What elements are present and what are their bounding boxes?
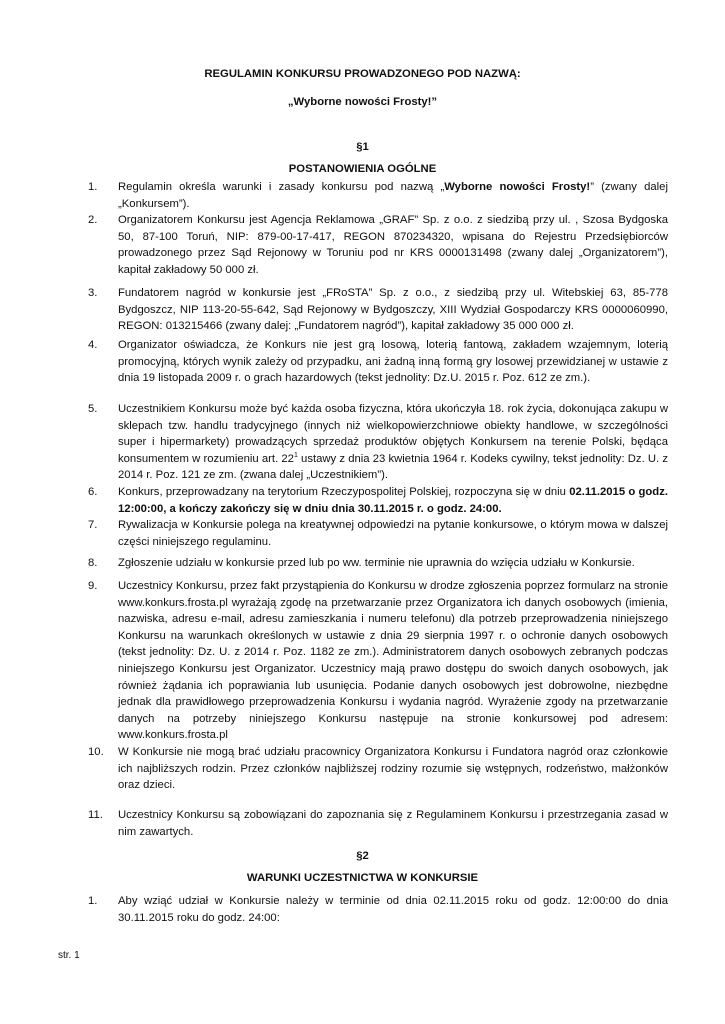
section-2-sign: §2	[356, 850, 369, 862]
item-number: 6.	[88, 486, 98, 498]
item-text: Uczestnicy Konkursu są zobowiązani do zapoznania się z Regulaminem Konkursu i przestrzegania zasad w nim zawartych.	[118, 809, 668, 838]
item-text: Regulamin określa warunki i zasady konkursu pod nazwą „Wyborne nowości Frosty!” (zwany dalej „Konkursem”).	[118, 181, 668, 210]
item-number: 2.	[88, 214, 98, 226]
item-number: 5.	[88, 403, 98, 415]
item-number: 10.	[88, 746, 104, 758]
item-text: Konkurs, przeprowadzany na terytorium Rzeczypospolitej Polskiej, rozpoczyna się w dniu 02.11.2015 o godz. 12:00:00, a kończy zakończy się w dniu dnia 30.11.2015 r. o godz. 24:00.	[118, 486, 668, 515]
item-number: 9.	[88, 580, 98, 592]
page-number: str. 1	[58, 950, 80, 961]
item-text: Zgłoszenie udziału w konkursie przed lub po ww. terminie nie uprawnia do wzięcia udziału w Konkursie.	[118, 557, 635, 569]
item-text: Uczestnicy Konkursu, przez fakt przystąpienia do Konkursu w drodze zgłoszenia poprzez formularz na stronie www.konkurs.frosta.pl wyrażają zgodę na przetwarzanie przez Organizatora ich danych osobowych (imienia, nazwiska, adresu e-mail, adresu zamieszkania i numeru telefonu) dla potrzeb przeprowadzenia niniejszego Konkursu na warunkach określonych w ustawie z dnia 29 sierpnia 1997 r. o ochronie danych osobowych (tekst jednolity: Dz. U. z 2014 r. Poz. 1182 ze zm.). Administratorem danych osobowych zebranych podczas niniejszego Konkursu jest Organizator. Uczestnicy mają prawo dostępu do swoich danych osobowych, jak również żądania ich poprawiania lub usunięcia. Podanie danych osobowych jest dobrowolne, niezbędne jednak dla prawidłowego przeprowadzenia Konkursu i wydania nagród. Wyrażenie zgody na przetwarzanie danych na potrzeby niniejszego Konkursu następuje na stronie konkursowej pod adresem: www.konkurs.frosta.pl	[118, 580, 668, 742]
contest-name: „Wyborne nowości Frosty!”	[287, 96, 438, 108]
item-number: 3.	[88, 287, 98, 299]
item-number: 8.	[88, 557, 98, 569]
item-text: Rywalizacja w Konkursie polega na kreatywnej odpowiedzi na pytanie konkursowe, o którym mowa w dalszej części niniejszego regulaminu.	[118, 519, 668, 548]
item-text: W Konkursie nie mogą brać udziału pracownicy Organizatora Konkursu i Fundatora nagród oraz członkowie ich najbliższych rodzin. Przez członków najbliższej rodziny rozumie się wstępnych, rodzeństwo, małżonków oraz dzieci.	[118, 746, 668, 792]
item-number: 11.	[88, 809, 103, 821]
item-text: Fundatorem nagród w konkursie jest „FRoSTA” Sp. z o.o., z siedzibą przy ul. Witebskiej 63, 85-778 Bydgoszcz, NIP 113-20-55-642, Sąd Rejonowy w Bydgoszczy, XIII Wydział Gospodarczy KRS 0000060990, REGON: 013215466 (zwany dalej: „Fundatorem nagród”), kapitał zakładowy 35 000 000 zł.	[118, 287, 668, 333]
item-number: 7.	[88, 519, 98, 531]
item-number: 1.	[88, 895, 98, 907]
item-text: Organizator oświadcza, że Konkurs nie jest grą losową, loterią fantową, zakładem wzajemnym, loterią promocyjną, których wynik zależy od przypadku, ani żadną inną formą gry losowej przewidzianej w ustawie z dnia 19 listopada 2009 r. o grach hazardowych (tekst jednolity: Dz.U. 2015 r. Poz. 612 ze zm.).	[118, 339, 668, 385]
section-1-heading: POSTANOWIENIA OGÓLNE	[288, 163, 437, 175]
section-1-sign: §1	[356, 141, 369, 153]
item-number: 4.	[88, 339, 98, 351]
document-title: REGULAMIN KONKURSU PROWADZONEGO POD NAZWĄ:	[204, 68, 521, 80]
item-text: Organizatorem Konkursu jest Agencja Reklamowa „GRAF” Sp. z o.o. z siedzibą przy ul. , Szosa Bydgoska 50, 87-100 Toruń, NIP: 879-00-17-417, REGON 870234320, wpisana do Rejestru Przedsiębiorców prowadzonego przez Sąd Rejonowy w Toruniu pod nr KRS 0000131498 (zwany dalej „Organizatorem”), kapitał zakładowy 50 000 zł.	[118, 214, 668, 276]
item-text: Uczestnikiem Konkursu może być każda osoba fizyczna, która ukończyła 18. rok życia, dokonująca zakupu w sklepach tzw. handlu tradycyjnego (innych niż wielkopowierzchniowe obiekty handlowe, w szczególności super i hipermarkety) prowadzących sprzedaż produktów objętych Konkursem na terenie Polski, będąca konsumentem w rozumieniu art. $22^1$ ustawy z dnia 23 kwietnia 1964 r. Kodeks cywilny, tekst jednolity: Dz. U. z 2014 r. Poz. 121 ze zm. (zwana dalej „Uczestnikiem”).	[118, 403, 668, 482]
section-2-heading: WARUNKI UCZESTNICTWA W KONKURSIE	[246, 872, 479, 884]
item-number: 1.	[88, 181, 98, 193]
item-text: Aby wziąć udział w Konkursie należy w terminie od dnia 02.11.2015 roku od godz. 12:00:00 do dnia 30.11.2015 roku do godz. 24:00:	[118, 895, 668, 924]
